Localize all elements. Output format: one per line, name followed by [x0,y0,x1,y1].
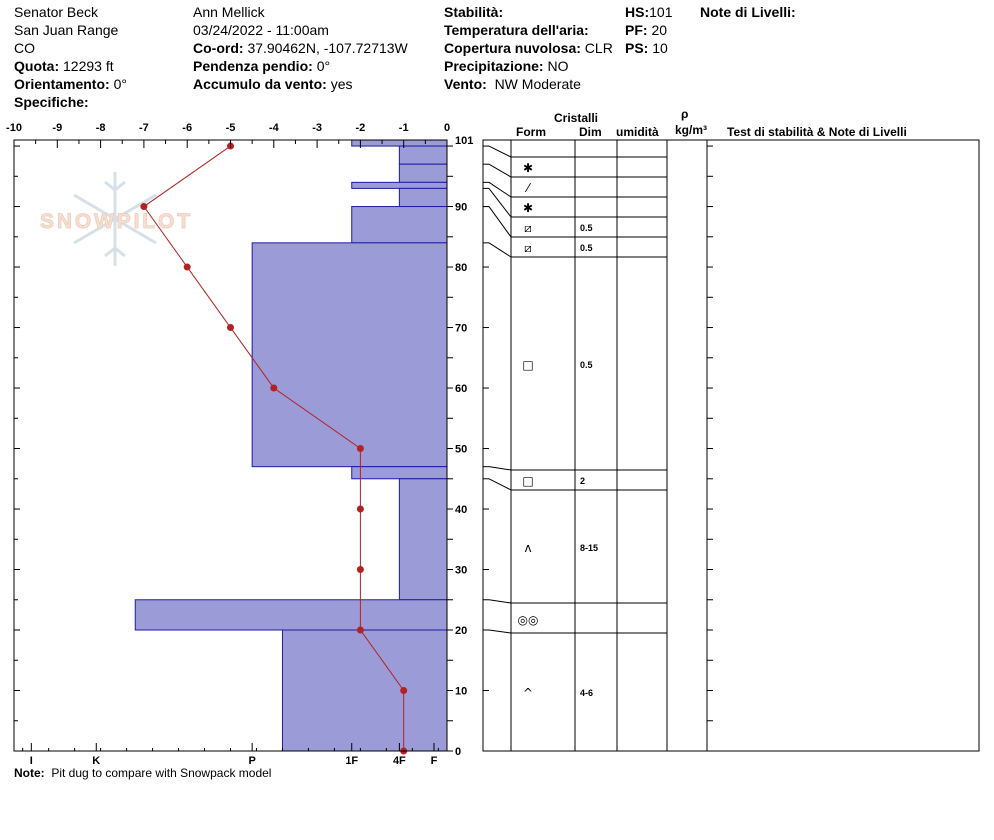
temperature-point [357,566,364,573]
header-air-temp: Temperatura dell'aria: [444,22,589,38]
temp-tick-label: -5 [225,122,236,134]
header-aspect: Orientamento: 0° [14,76,127,92]
temp-tick-label: -4 [268,122,279,134]
layer-connector [489,207,511,237]
hardness-tick-label: F [430,755,438,767]
hardness-bar [282,630,447,751]
temp-tick-label: -2 [355,122,366,134]
note: Note: Pit dug to compare with Snowpack model [14,766,272,780]
hardness-bar [252,243,447,467]
crystal-size: 4-6 [580,688,594,698]
layer-connector [489,600,511,603]
crystal-size: 0.5 [580,243,593,253]
temp-tick-label: 0 [443,122,451,134]
header-stability: Stabilità: [444,4,504,20]
crystal-form-icon: ⧄ [524,221,532,235]
crystal-size: 0.5 [580,223,593,233]
col-notes: Test di stabilità & Note di Livelli [727,125,907,139]
header-range: San Juan Range [14,22,119,38]
layer-connector [489,243,511,257]
col-form: Form [516,125,546,139]
crystal-size: 8-15 [580,543,599,553]
temp-tick-label: -8 [95,122,106,134]
crystal-form-icon: □ [522,358,534,372]
header-elevation: Quota: 12293 ft [14,58,114,74]
col-dim: Dim [579,125,602,139]
layer-connector [489,164,511,177]
hardness-bar [399,146,447,164]
hardness-bar [399,188,447,206]
layer-connector [489,630,511,633]
height-tick-label: 70 [455,322,468,335]
crystal-table-frame [483,140,979,751]
layer-connector [489,146,511,157]
header-layer-notes: Note di Livelli: [700,4,796,20]
watermark-text: SNOWPILOT [40,210,190,233]
col-crystals: Cristalli [554,111,599,125]
temperature-point [400,687,407,694]
height-tick-label: 101 [455,135,474,147]
temperature-point [227,324,234,331]
temp-tick-label: -9 [52,122,63,134]
crystal-form-icon: ^ [522,686,534,700]
snowpilot-watermark [40,172,190,266]
height-tick-label: 20 [455,625,468,638]
temp-tick-label: -7 [139,122,149,134]
height-tick-label: 30 [455,564,468,577]
hardness-bar [135,600,447,630]
col-rho: ρ [681,107,689,121]
layer-connector [489,479,511,490]
layer-connector [489,188,511,217]
hardness-tick-label: P [248,755,256,767]
header-specifics: Specifiche: [14,94,89,110]
hardness-tick-label: 1F [345,755,359,767]
crystal-size: 2 [580,476,586,486]
hardness-bar [399,479,447,600]
header-datetime: 03/24/2022 - 11:00am [193,22,329,38]
header-wind-load: Accumulo da vento: yes [193,76,353,92]
header-cloud: Copertura nuvolosa: CLR [444,40,613,56]
temperature-point [184,264,191,271]
header-hs: HS:101 [625,4,673,20]
temperature-point [140,203,147,210]
col-density: kg/m³ [675,123,708,137]
header-coords: Co-ord: 37.90462N, -107.72713W [193,40,408,56]
height-tick-label: 0 [455,746,462,758]
temp-tick-label: -3 [312,122,322,134]
crystal-form-icon: ◎◎ [517,613,539,627]
crystal-form-icon: ʌ [524,541,532,555]
crystal-form-icon: □ [522,474,534,488]
height-tick-label: 40 [455,504,468,517]
header-location: Senator Beck [14,4,99,20]
header-ps: PS: 10 [625,40,668,56]
crystal-form-icon: ✱ [522,201,534,215]
hardness-tick-label: K [92,755,101,767]
height-tick-label: 10 [455,685,468,698]
temp-tick-label: -10 [6,122,22,134]
hardness-bar [352,207,447,243]
hardness-bar [352,467,447,479]
header-pf: PF: 20 [625,22,668,38]
header-wind: Vento: NW Moderate [444,76,581,92]
temperature-point [270,385,277,392]
crystal-form-icon: ⧄ [524,241,532,255]
hardness-tick-label: I [29,755,33,767]
header-observer: Ann Mellick [193,4,265,20]
temperature-point [357,506,364,513]
header-precip: Precipitazione: NO [444,58,569,74]
layer-connector [489,467,511,470]
temperature-point [357,445,364,452]
hardness-bar [352,140,447,146]
height-tick-label: 80 [455,262,468,275]
hardness-tick-label: 4F [392,755,406,767]
hardness-bar [399,164,447,182]
hardness-bar [352,182,447,188]
height-tick-label: 60 [455,383,468,396]
crystal-form-icon: ✱ [522,161,534,175]
height-tick-label: 50 [455,443,468,456]
header-slope: Pendenza pendio: 0° [193,58,331,74]
layer-connector [489,182,511,197]
col-moisture: umidità [616,125,659,139]
height-tick-label: 90 [455,201,468,214]
temp-tick-label: -6 [182,122,193,134]
temp-tick-label: -1 [398,122,409,134]
crystal-form-icon: ⁄ [526,181,530,195]
temperature-point [357,627,364,634]
crystal-size: 0.5 [580,360,593,370]
header-state: CO [14,40,35,56]
